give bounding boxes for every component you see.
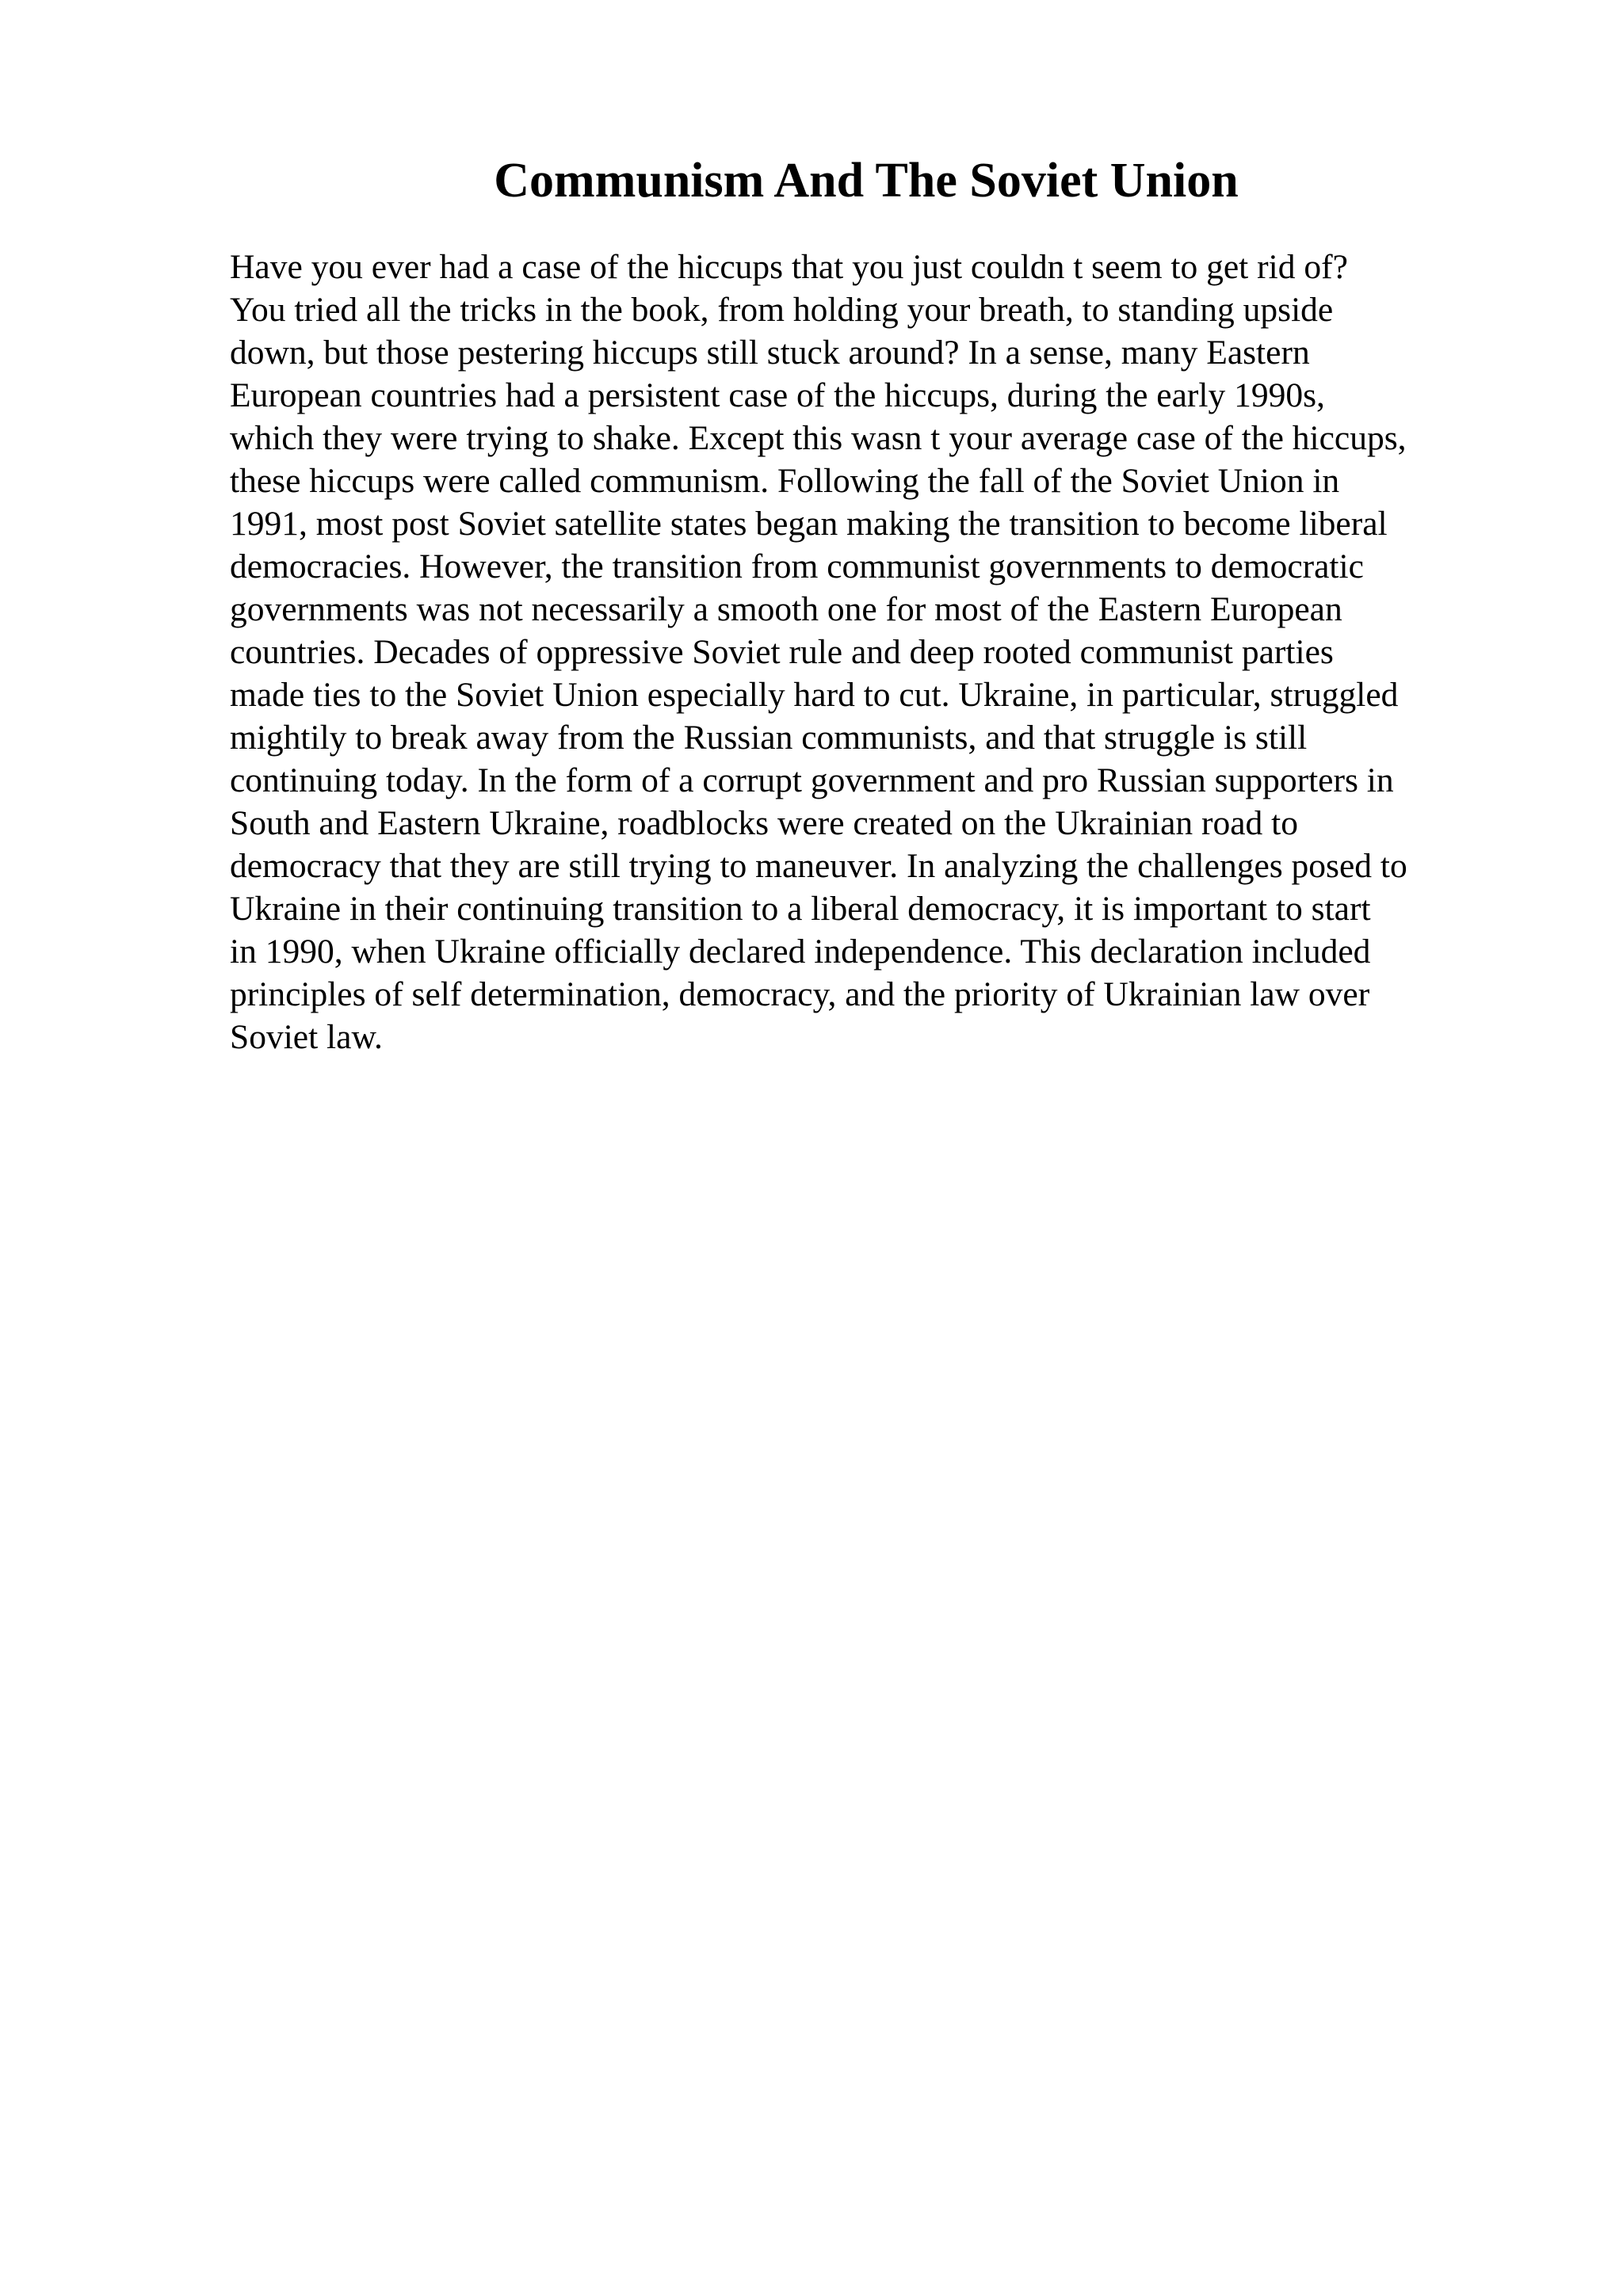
body-line: governments was not necessarily a smooth one for most of the Eastern European [230, 590, 1342, 628]
body-line: Soviet law. [230, 1018, 383, 1056]
document-body [230, 246, 1498, 1058]
document-title: Communism And The Soviet Union [494, 154, 1239, 208]
body-line: down, but those pestering hiccups still stuck around? In a sense, many Eastern [230, 334, 1310, 372]
body-line: which they were trying to shake. Except this wasn t your average case of the hiccups, [230, 419, 1407, 457]
body-line: South and Eastern Ukraine, roadblocks were created on the Ukrainian road to [230, 804, 1299, 842]
body-line: principles of self determination, democracy, and the priority of Ukrainian law over [230, 975, 1370, 1013]
body-line: countries. Decades of oppressive Soviet rule and deep rooted communist parties [230, 633, 1334, 671]
body-line: Have you ever had a case of the hiccups that you just couldn t seem to get rid of? [230, 248, 1348, 286]
body-line: 1991, most post Soviet satellite states began making the transition to become liberal [230, 505, 1388, 543]
body-line: European countries had a persistent case of the hiccups, during the early 1990s, [230, 376, 1325, 414]
body-line: mightily to break away from the Russian communists, and that struggle is still [230, 719, 1308, 757]
body-line: Ukraine in their continuing transition to a liberal democracy, it is important to start [230, 890, 1371, 928]
body-line: these hiccups were called communism. Following the fall of the Soviet Union in [230, 462, 1340, 500]
body-line: continuing today. In the form of a corrupt government and pro Russian supporters in [230, 761, 1394, 799]
body-line: You tried all the tricks in the book, from holding your breath, to standing upside [230, 291, 1334, 329]
body-line: democracies. However, the transition from communist governments to democratic [230, 547, 1364, 585]
body-line: in 1990, when Ukraine officially declared independence. This declaration included [230, 933, 1371, 971]
body-line: democracy that they are still trying to maneuver. In analyzing the challenges posed to [230, 847, 1407, 885]
body-line: made ties to the Soviet Union especially hard to cut. Ukraine, in particular, struggled [230, 676, 1399, 714]
